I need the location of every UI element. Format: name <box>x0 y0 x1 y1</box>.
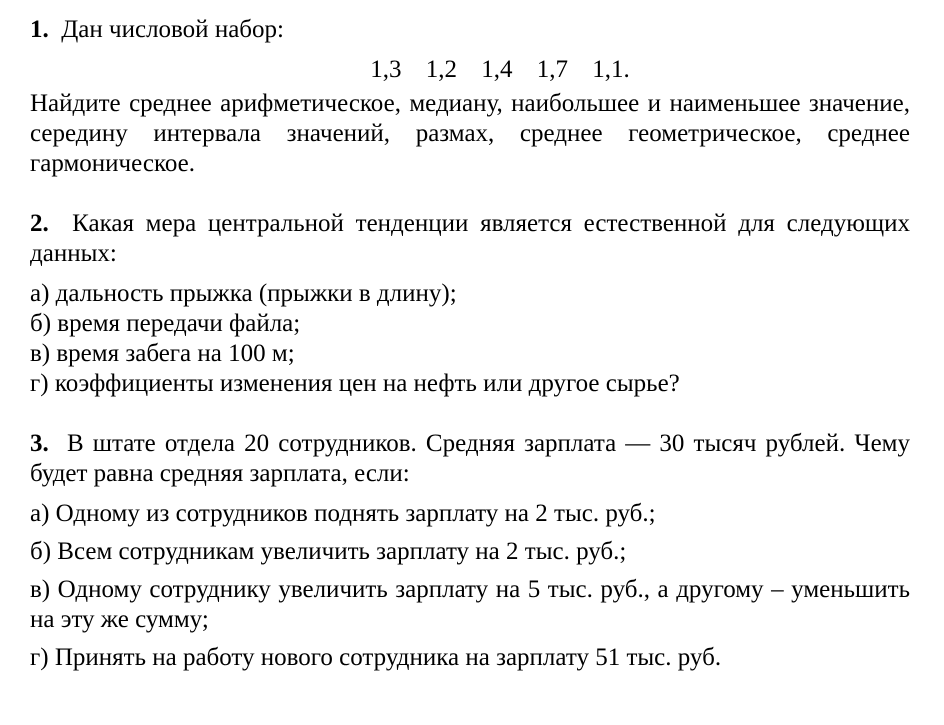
question-3-heading <box>30 429 910 489</box>
question-2-option-d: г) коэффициенты изменения цен на нефть или другое сырье? <box>30 370 680 397</box>
document-page <box>30 15 910 673</box>
question-3-number: 3. <box>30 430 49 457</box>
question-3-intro: В штате отдела 20 сотрудников. Средняя зарплата — 30 тысяч рублей. Чему будет равна средняя зарплата, если: <box>30 430 910 487</box>
question-1-intro: Дан числовой набор: <box>61 16 284 43</box>
question-1-heading <box>30 15 910 45</box>
question-2-option-a: а) дальность прыжка (прыжки в длину); <box>30 280 457 307</box>
number-value: 1,7 <box>536 56 568 83</box>
question-3-option-d: г) Принять на работу нового сотрудника на зарплату 51 тыс. руб. <box>30 644 722 671</box>
question-1 <box>30 15 910 179</box>
question-1-number: 1. <box>30 16 49 43</box>
question-2-number: 2. <box>30 210 49 237</box>
number-value: 1,1. <box>592 56 630 83</box>
question-2-intro: Какая мера центральной тенденции является естественной для следующих данных: <box>30 210 911 267</box>
section-spacer <box>30 179 910 209</box>
question-2-heading <box>30 209 910 269</box>
question-3 <box>30 429 910 673</box>
number-set <box>30 55 910 85</box>
question-3-option-a: а) Одному из сотрудников поднять зарплату на 2 тыс. руб.; <box>30 500 656 527</box>
section-spacer <box>30 399 910 429</box>
question-3-option-c: в) Одному сотруднику увеличить зарплату на 5 тыс. руб., а другому – уменьшить на эту же сумму; <box>30 576 910 633</box>
question-3-option-b: б) Всем сотрудникам увеличить зарплату на 2 тыс. руб.; <box>30 538 627 565</box>
question-1-task: Найдите среднее арифметическое, медиану, наибольшее и наименьшее значение, середину интервала значений, размах, среднее геометрическое, среднее гармоническое. <box>30 90 910 177</box>
number-value: 1,3 <box>370 56 402 83</box>
question-2-option-b: б) время передачи файла; <box>30 310 301 337</box>
question-2 <box>30 209 910 399</box>
number-value: 1,4 <box>481 56 513 83</box>
number-value: 1,2 <box>425 56 457 83</box>
question-2-option-c: в) время забега на 100 м; <box>30 340 295 367</box>
